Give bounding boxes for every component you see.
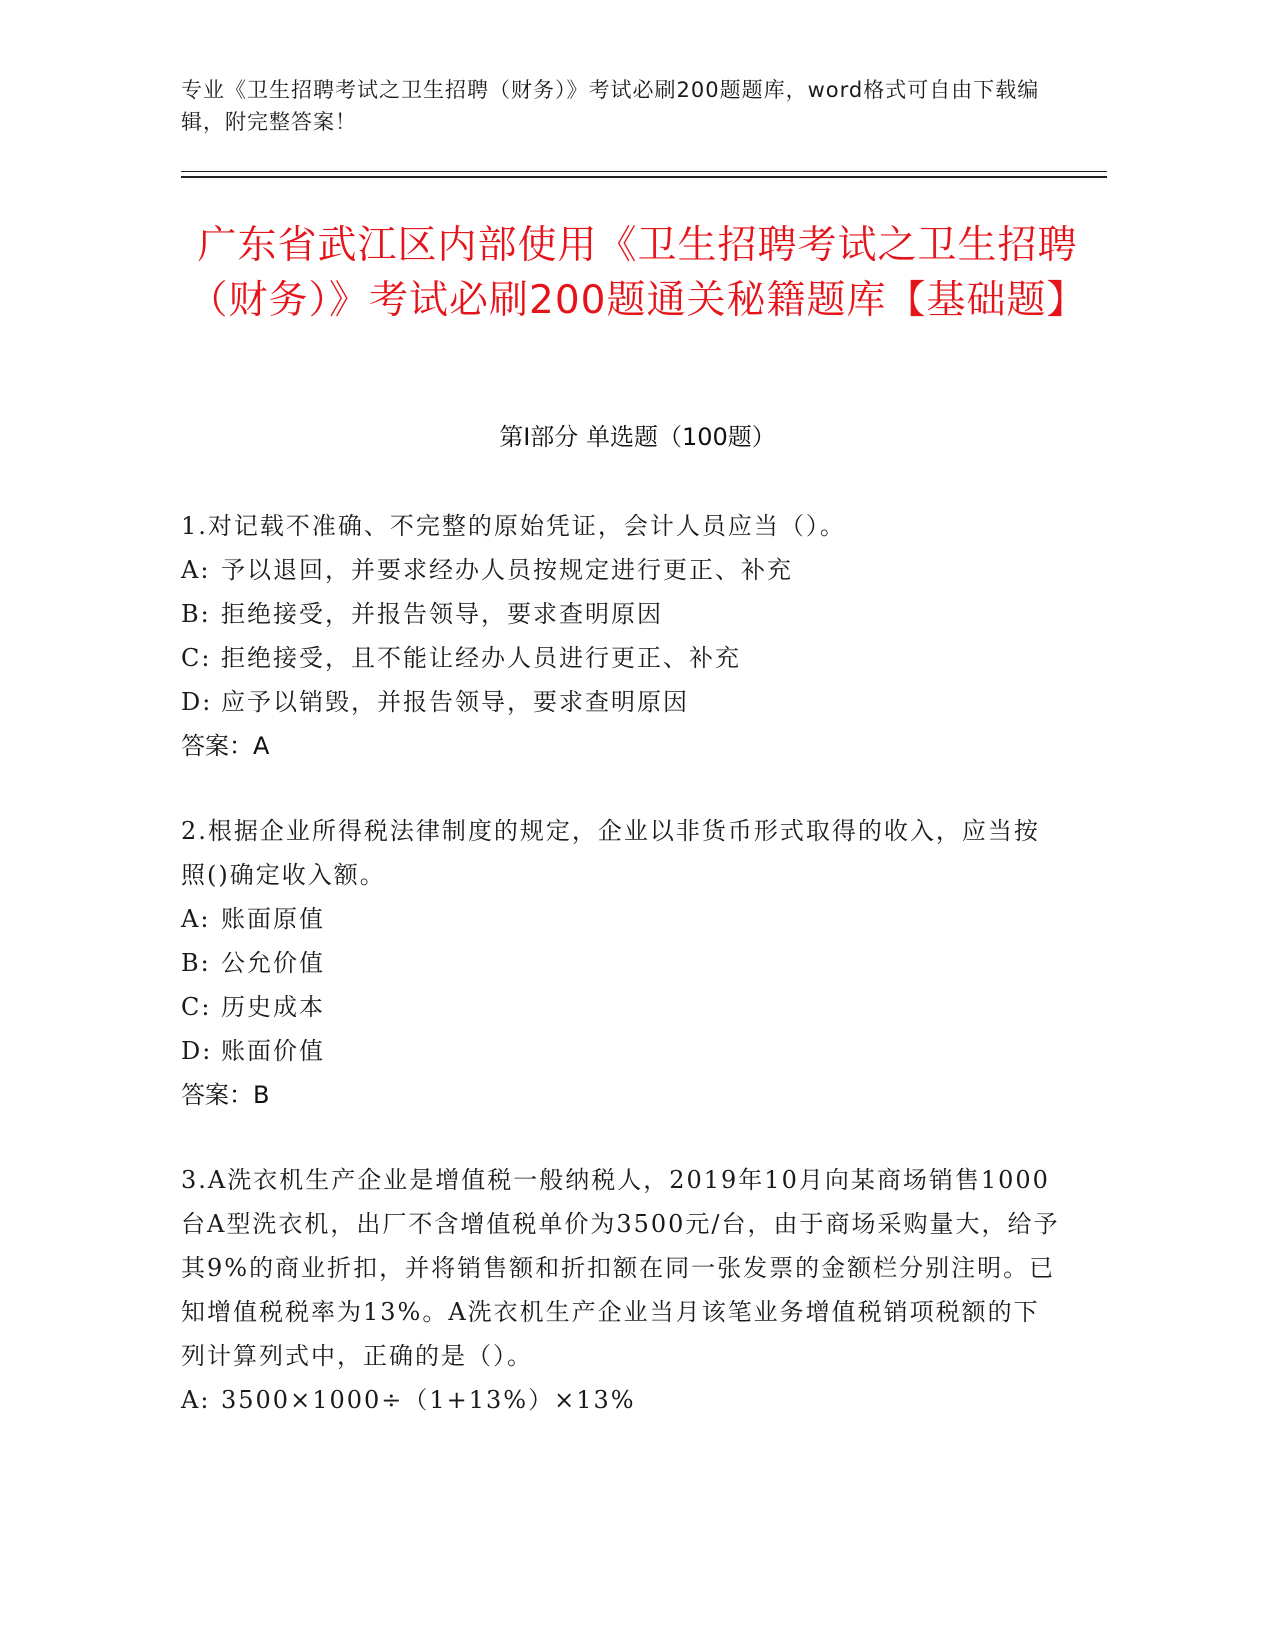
question-stem: 1.对记载不准确、不完整的原始凭证，会计人员应当（）。 <box>181 512 846 540</box>
answer-line: 答案：A <box>181 732 270 760</box>
question-stem: 3.A洗衣机生产企业是增值税一般纳税人，2019年10月向某商场销售1000台A型洗衣机，出厂不含增值税单价为3500元/台，由于商场采购量大，给予其9%的商业折扣，并将销售额和折扣额在同一张发票的金额栏分别注明。已知增值税税率为13%。A洗衣机生产企业当月该笔业务增值税销项税额的下列计算列式中，正确的是（）。 <box>181 1166 1060 1370</box>
option-label: A: <box>181 556 211 584</box>
header-note: 专业《卫生招聘考试之卫生招聘（财务）》考试必刷200题题库，word格式可自由下载编辑，附完整答案！ <box>181 78 1040 134</box>
option-label: A: <box>181 1386 211 1414</box>
option-label: D: <box>181 1037 213 1065</box>
option-text: 历史成本 <box>221 993 325 1021</box>
section-heading: 第I部分 单选题（100题） <box>499 423 776 451</box>
question-stem: 2.根据企业所得税法律制度的规定，企业以非货币形式取得的收入，应当按照()确定收入额。 <box>181 817 1040 889</box>
option-text: 应予以销毁，并报告领导，要求查明原因 <box>221 688 689 716</box>
option-a <box>181 548 1061 592</box>
question-3 <box>181 1158 1061 1422</box>
option-c <box>181 636 1061 680</box>
option-text: 账面价值 <box>221 1037 325 1065</box>
option-label: C: <box>181 644 212 672</box>
option-text: 3500×1000÷（1+13%）×13% <box>221 1386 636 1414</box>
option-text: 拒绝接受，并报告领导，要求查明原因 <box>221 600 663 628</box>
option-text: 公允价值 <box>221 949 325 977</box>
option-b <box>181 941 1061 985</box>
option-label: A: <box>181 905 211 933</box>
question-2 <box>181 809 1061 1117</box>
option-label: C: <box>181 993 212 1021</box>
option-text: 拒绝接受，且不能让经办人员进行更正、补充 <box>221 644 741 672</box>
header-rule-thin <box>181 171 1107 172</box>
option-label: B: <box>181 949 211 977</box>
document-title: 广东省武江区内部使用《卫生招聘考试之卫生招聘（财务）》考试必刷200题通关秘籍题库【基础题】 <box>188 223 1087 323</box>
header-rule-thick <box>181 176 1107 178</box>
option-c <box>181 985 1061 1029</box>
option-d <box>181 680 1061 724</box>
option-label: D: <box>181 688 213 716</box>
option-b <box>181 592 1061 636</box>
answer-line: 答案：B <box>181 1081 270 1109</box>
option-text: 账面原值 <box>221 905 325 933</box>
option-text: 予以退回，并要求经办人员按规定进行更正、补充 <box>221 556 793 584</box>
option-label: B: <box>181 600 211 628</box>
question-1 <box>181 504 1061 768</box>
option-d <box>181 1029 1061 1073</box>
option-a <box>181 897 1061 941</box>
option-a <box>181 1378 1061 1422</box>
